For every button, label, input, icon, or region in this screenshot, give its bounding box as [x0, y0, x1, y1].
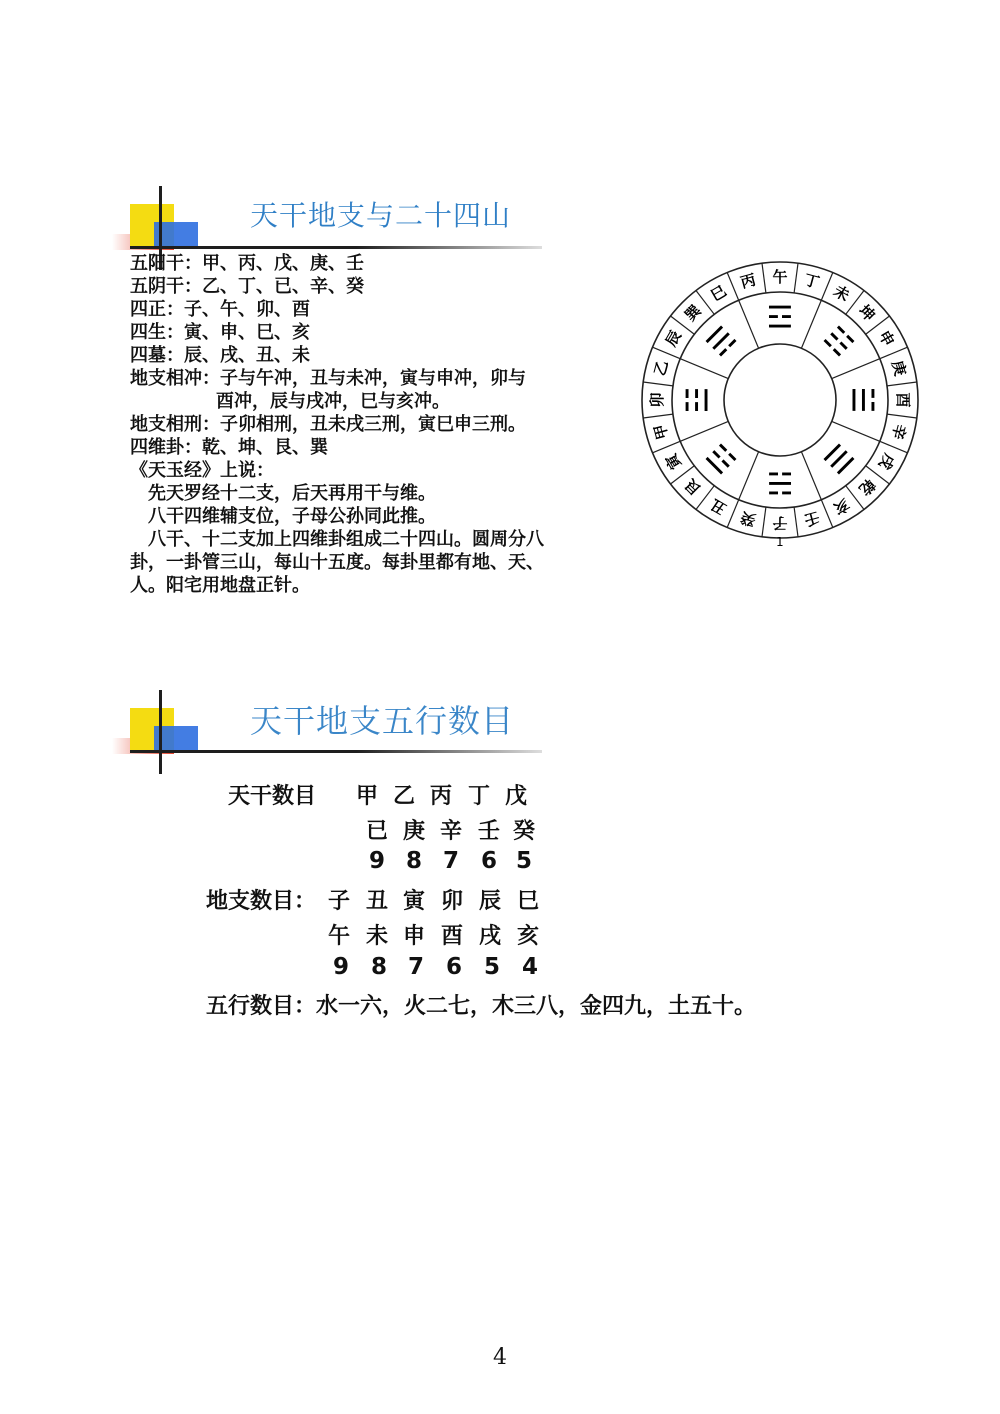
mountain-label: 辛	[888, 422, 910, 442]
mountain-label: 酉	[894, 392, 912, 408]
branch-cell: 酉	[440, 924, 463, 949]
section1-text	[130, 252, 620, 597]
trigram-divider	[801, 452, 821, 500]
branch-number: 8	[370, 954, 387, 980]
mountain-divider	[643, 382, 673, 386]
text-line: 卦，一卦管三山，每山十五度。每卦里都有地、天、	[130, 552, 544, 573]
stem-cell: 辛	[439, 819, 462, 844]
stem-number: 7	[442, 848, 459, 874]
compass-ring	[724, 344, 836, 456]
mountain-label: 卯	[648, 392, 666, 408]
stems-label: 天干数目	[228, 784, 317, 809]
branch-cell: 子	[327, 889, 350, 914]
text-line: 八干四维辅支位，子母公孙同此推。	[148, 506, 436, 527]
text-line: 酉冲，辰与戌冲，巳与亥冲。	[216, 391, 450, 412]
stem-number: 9	[368, 848, 385, 874]
trigram-symbol: ☰	[816, 436, 860, 480]
mountain-label: 甲	[650, 422, 672, 442]
mountain-divider	[762, 263, 766, 293]
mountain-label: 巳	[707, 281, 730, 306]
text-line: 四墓：辰、戌、丑、未	[130, 345, 310, 366]
branch-cell: 辰	[478, 889, 501, 914]
stem-cell: 壬	[477, 819, 500, 844]
trigram-symbol: ☶	[700, 436, 744, 480]
branch-cell: 亥	[516, 924, 539, 949]
trigram-divider	[739, 300, 759, 348]
text-line: 地支相刑：子卯相刑，丑未戌三刑，寅巳申三刑。	[130, 414, 526, 435]
header-rule	[130, 750, 542, 753]
stem-number: 6	[480, 848, 497, 874]
branch-cell: 戌	[478, 924, 501, 949]
trigram-symbol: ☲	[766, 300, 794, 336]
stem-cell: 癸	[512, 819, 535, 844]
mountain-label: 子	[772, 514, 788, 532]
mountain-label: 丙	[738, 270, 758, 292]
branch-number: 4	[521, 954, 538, 980]
trigram-divider	[832, 359, 880, 379]
text-line: 四正：子、午、卯、酉	[130, 299, 310, 320]
mountain-divider	[880, 347, 908, 358]
mountain-divider	[887, 382, 917, 386]
branch-cell: 未	[365, 924, 388, 949]
mountain-divider	[643, 414, 673, 418]
mountain-divider	[794, 263, 798, 293]
stem-cell: 乙	[392, 784, 415, 809]
section-title-1: 天干地支与二十四山	[250, 199, 512, 232]
branch-cell: 午	[327, 924, 350, 949]
mountain-label: 坤	[855, 301, 879, 325]
branch-cell: 申	[402, 924, 425, 949]
branches-label: 地支数目：	[206, 889, 317, 914]
text-line: 五阴干：乙、丁、已、辛、癸	[130, 276, 364, 297]
stem-number: 5	[515, 848, 532, 874]
branch-cell: 卯	[440, 889, 463, 914]
section-header-2	[112, 690, 542, 780]
mountain-label: 申	[874, 327, 899, 350]
mountain-label: 乙	[650, 358, 672, 378]
mountain-label: 巽	[681, 301, 705, 325]
text-line: 《天玉经》上说：	[130, 460, 274, 481]
stem-cell: 甲	[355, 784, 378, 809]
mountain-label: 辰	[661, 327, 686, 350]
trigram-divider	[832, 421, 880, 441]
header-ornament	[112, 690, 222, 780]
mountain-label: 艮	[681, 475, 705, 499]
stem-cell: 丁	[467, 784, 490, 809]
trigram-symbol: ☷	[816, 320, 860, 364]
stem-cell: 已	[365, 819, 388, 844]
trigram-divider	[680, 421, 728, 441]
compass-bottom-mark: 1	[776, 535, 784, 549]
stem-cell: 庚	[402, 819, 425, 844]
mountain-label: 壬	[802, 508, 822, 530]
mountain-divider	[821, 500, 832, 528]
trigram-divider	[680, 359, 728, 379]
text-line: 八干、十二支加上四维卦组成二十四山。圆周分八	[148, 529, 544, 550]
mountain-label: 乾	[855, 475, 879, 499]
trigram-symbol: ☵	[766, 464, 794, 500]
header-rule	[130, 246, 542, 249]
branch-number: 7	[407, 954, 424, 980]
trigram-symbol: ☴	[700, 320, 744, 364]
mountain-label: 午	[772, 268, 788, 286]
mountain-divider	[653, 441, 681, 452]
mountain-divider	[727, 273, 738, 301]
text-line: 四维卦：乾、坤、艮、巽	[130, 437, 328, 458]
mountain-label: 癸	[738, 508, 758, 530]
mountain-label: 丁	[802, 270, 822, 292]
mountain-divider	[794, 507, 798, 537]
page-number: 4	[493, 1345, 507, 1370]
branch-cell: 巳	[516, 889, 539, 914]
stem-number: 8	[405, 848, 422, 874]
branch-number: 6	[445, 954, 462, 980]
mountain-label: 丑	[707, 494, 730, 519]
trigram-divider	[801, 300, 821, 348]
mountain-label: 戌	[874, 450, 899, 473]
text-line: 四生：寅、申、巳、亥	[130, 322, 310, 343]
mountain-label: 寅	[661, 450, 686, 473]
trigram-symbol: ☱	[844, 386, 880, 414]
text-line: 五阳干：甲、丙、戊、庚、壬	[130, 253, 364, 274]
mountain-label: 亥	[830, 494, 853, 519]
branch-cell: 丑	[365, 889, 388, 914]
text-line: 人。阳宅用地盘正针。	[130, 575, 310, 596]
section-title-2: 天干地支五行数目	[250, 702, 515, 740]
text-line: 先天罗经十二支，后天再用干与维。	[148, 483, 436, 504]
branch-cell: 寅	[402, 889, 425, 914]
mountain-divider	[762, 507, 766, 537]
mountain-label: 未	[830, 281, 853, 306]
twenty-four-mountains-compass	[630, 250, 930, 550]
mountain-divider	[887, 414, 917, 418]
wuxing-numbers: 五行数目：水一六，火二七，木三八，金四九，土五十。	[206, 994, 757, 1019]
trigram-divider	[739, 452, 759, 500]
trigram-symbol: ☳	[680, 386, 716, 414]
mountain-label: 庚	[888, 358, 910, 378]
text-line: 地支相冲：子与午冲，丑与未冲，寅与申冲，卯与	[130, 368, 526, 389]
branch-number: 5	[483, 954, 500, 980]
stem-cell: 丙	[429, 784, 452, 809]
stem-cell: 戊	[504, 784, 527, 809]
branch-number: 9	[332, 954, 349, 980]
